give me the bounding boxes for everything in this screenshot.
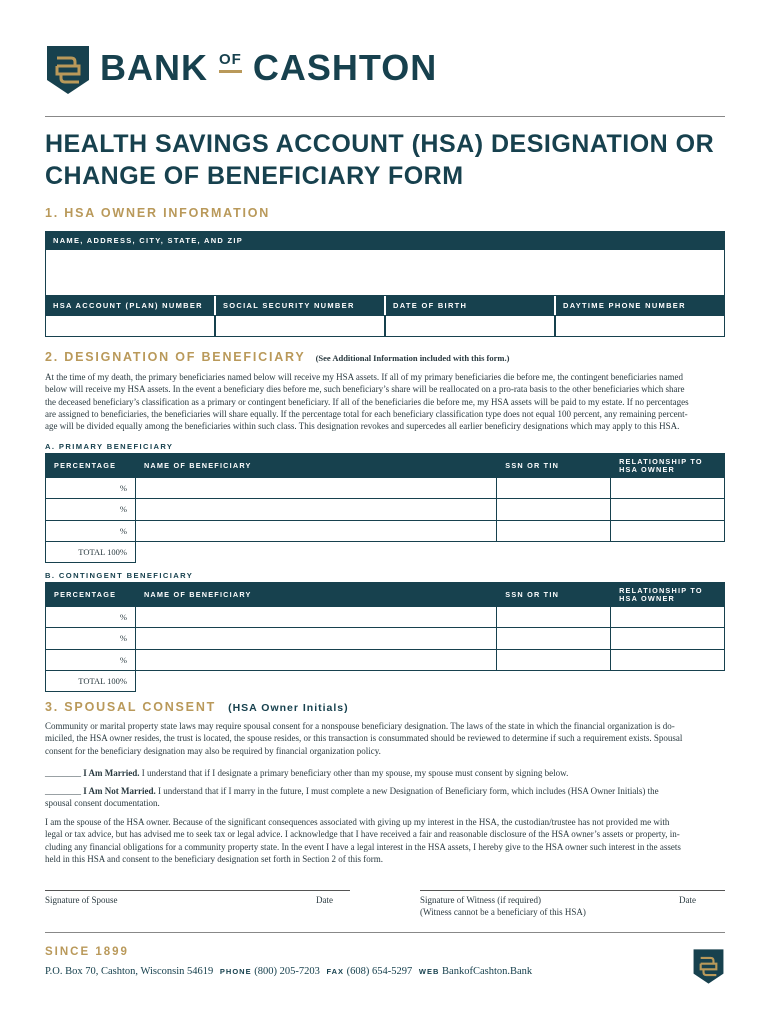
witness-signature-line[interactable] — [420, 890, 725, 891]
contingent-beneficiary-title: B. CONTINGENT BENEFICIARY — [45, 571, 194, 580]
col-percentage: PERCENTAGE — [46, 454, 136, 478]
section3-initials-note: (HSA Owner Initials) — [228, 702, 349, 714]
col-name: NAME OF BENEFICIARY — [135, 583, 496, 607]
phone-field[interactable] — [555, 315, 725, 337]
total-row: TOTAL 100% — [46, 541, 725, 562]
not-married-initials-blank[interactable]: ________ — [45, 786, 81, 796]
spousal-intro: Community or marital property state laws may require spousal consent for a nonspouse beneficiary designation. The laws of the state in which the financial organization is do- miciled, the HSA owner resides, the trust is located, the spouse resides, or this transaction is consummated should be reviewed to determine if such a requirement exists. Spousal consent for the beneficiary designation may also be required by financial organization policy. — [45, 721, 683, 756]
col-ssn: SSN OR TIN — [497, 583, 611, 607]
table-row[interactable]: % — [46, 478, 725, 499]
bank-wordmark: BANK OF CASHTON — [100, 47, 438, 88]
witness-date-label: Date — [679, 895, 696, 905]
married-initials-blank[interactable]: ________ — [45, 768, 81, 778]
dob-label: DATE OF BIRTH — [393, 301, 468, 310]
account-number-field[interactable] — [45, 315, 215, 337]
designation-paragraph: At the time of my death, the primary beneficiaries named below will receive my HSA assets. If all of my primary beneficiaries die before me, the contingent beneficiaries named below will receive my HSA assets. In the event a beneficiary dies before me, such beneficiary’s share will be reallocated on a pro-rata basis to the other beneficiaries which share the deceased beneficiary’s classification as a primary or contingent beneficiary. If all of the beneficiaries die before me, my HSA assets will be paid to my estate. If no percentages are assigned to beneficiaries, the beneficiaries will share equally. If the percentage total for each beneficiary classification type does not equal 100 percent, any remaining percent- age will be divided equally among the beneficiaries within such class. This designation revokes and supercedes all earlier beneficiry designations which may apply to this HSA. — [45, 372, 689, 432]
spouse-date-label: Date — [316, 895, 333, 905]
bank-shield-icon — [45, 44, 91, 96]
name-address-field[interactable] — [45, 249, 725, 296]
footer-fax: (608) 654-5297 — [346, 966, 413, 977]
footer-logo — [692, 948, 725, 990]
table-row[interactable]: % — [46, 520, 725, 541]
phone-label: DAYTIME PHONE NUMBER — [563, 301, 686, 310]
section2-note: (See Additional Information included with this form.) — [315, 353, 510, 363]
account-number-label: HSA ACCOUNT (PLAN) NUMBER — [53, 301, 203, 310]
spouse-signature-label: Signature of Spouse — [45, 895, 118, 905]
section2-title: 2. DESIGNATION OF BENEFICIARY — [45, 350, 306, 364]
brand-of: OF — [219, 51, 242, 68]
footer-contact: P.O. Box 70, Cashton, Wisconsin 54619 PHONE (800) 205-7203 FAX (608) 654-5297 WEB BankofCashton.Bank — [45, 966, 533, 977]
footer-phone: (800) 205-7203 — [254, 966, 320, 977]
spouse-signature-line[interactable] — [45, 890, 350, 891]
witness-signature-label: Signature of Witness (if required) (Witness cannot be a beneficiary of this HSA) — [420, 895, 586, 918]
footer-address: P.O. Box 70, Cashton, Wisconsin 54619 — [45, 966, 214, 977]
col-name: NAME OF BENEFICIARY — [135, 454, 496, 478]
bank-logo — [45, 44, 91, 101]
since-label: SINCE 1899 — [45, 946, 129, 958]
col-percentage: PERCENTAGE — [46, 583, 136, 607]
total-row: TOTAL 100% — [46, 670, 725, 691]
not-married-statement: ________ I Am Not Married. I understand that if I marry in the future, I must complete a new Designation of Beneficiary form, which includes (HSA Owner Initials) the spousal consent documentation. — [45, 786, 659, 809]
col-relationship: RELATIONSHIP TO HSA OWNER — [611, 454, 725, 478]
table-row[interactable]: % — [46, 607, 725, 628]
primary-beneficiary-table — [45, 453, 725, 563]
section3-title: 3. SPOUSAL CONSENT — [45, 700, 217, 714]
col-ssn: SSN OR TIN — [497, 454, 611, 478]
table-row[interactable]: % — [46, 628, 725, 649]
married-statement: ________ I Am Married. I understand that if I designate a primary beneficiary other than my spouse, my spouse must consent by signing below. — [45, 768, 569, 778]
form-title: HEALTH SAVINGS ACCOUNT (HSA) DESIGNATION OR CHANGE OF BENEFICIARY FORM — [45, 130, 715, 190]
footer-web-link[interactable]: BankofCashton.Bank — [442, 966, 533, 977]
section3-heading — [45, 698, 349, 716]
table-row[interactable]: % — [46, 649, 725, 670]
dob-field[interactable] — [385, 315, 555, 337]
footer-divider — [45, 932, 725, 933]
col-relationship: RELATIONSHIP TO HSA OWNER — [611, 583, 725, 607]
name-address-label: NAME, ADDRESS, CITY, STATE, AND ZIP — [45, 231, 725, 249]
owner-info-header-row — [45, 296, 725, 315]
table-row[interactable]: % — [46, 499, 725, 520]
bank-shield-icon — [692, 948, 725, 985]
ssn-field[interactable] — [215, 315, 385, 337]
primary-beneficiary-title: A. PRIMARY BENEFICIARY — [45, 442, 174, 451]
section1-title: 1. HSA OWNER INFORMATION — [45, 206, 271, 220]
ssn-label: SOCIAL SECURITY NUMBER — [223, 301, 355, 310]
section2-heading — [45, 348, 509, 366]
spouse-consent-paragraph: I am the spouse of the HSA owner. Because of the significant consequences associated with giving up my interest in the HSA, the custodian/trustee has not provided me with legal or tax advice, but has advised me to seek tax or legal advice. I acknowledge that I have received a fair and reasonable disclosure of the HSA owner’s assets or property, in- cluding any financial obligations for a community property state. In the event I have a legal interest in the HSA assets, I hereby give to the HSA owner such interest in the assets held in this HSA and consent to the beneficiary designation set forth in Section 2 of this form. — [45, 817, 681, 864]
header-divider — [45, 116, 725, 117]
contingent-beneficiary-table — [45, 582, 725, 692]
